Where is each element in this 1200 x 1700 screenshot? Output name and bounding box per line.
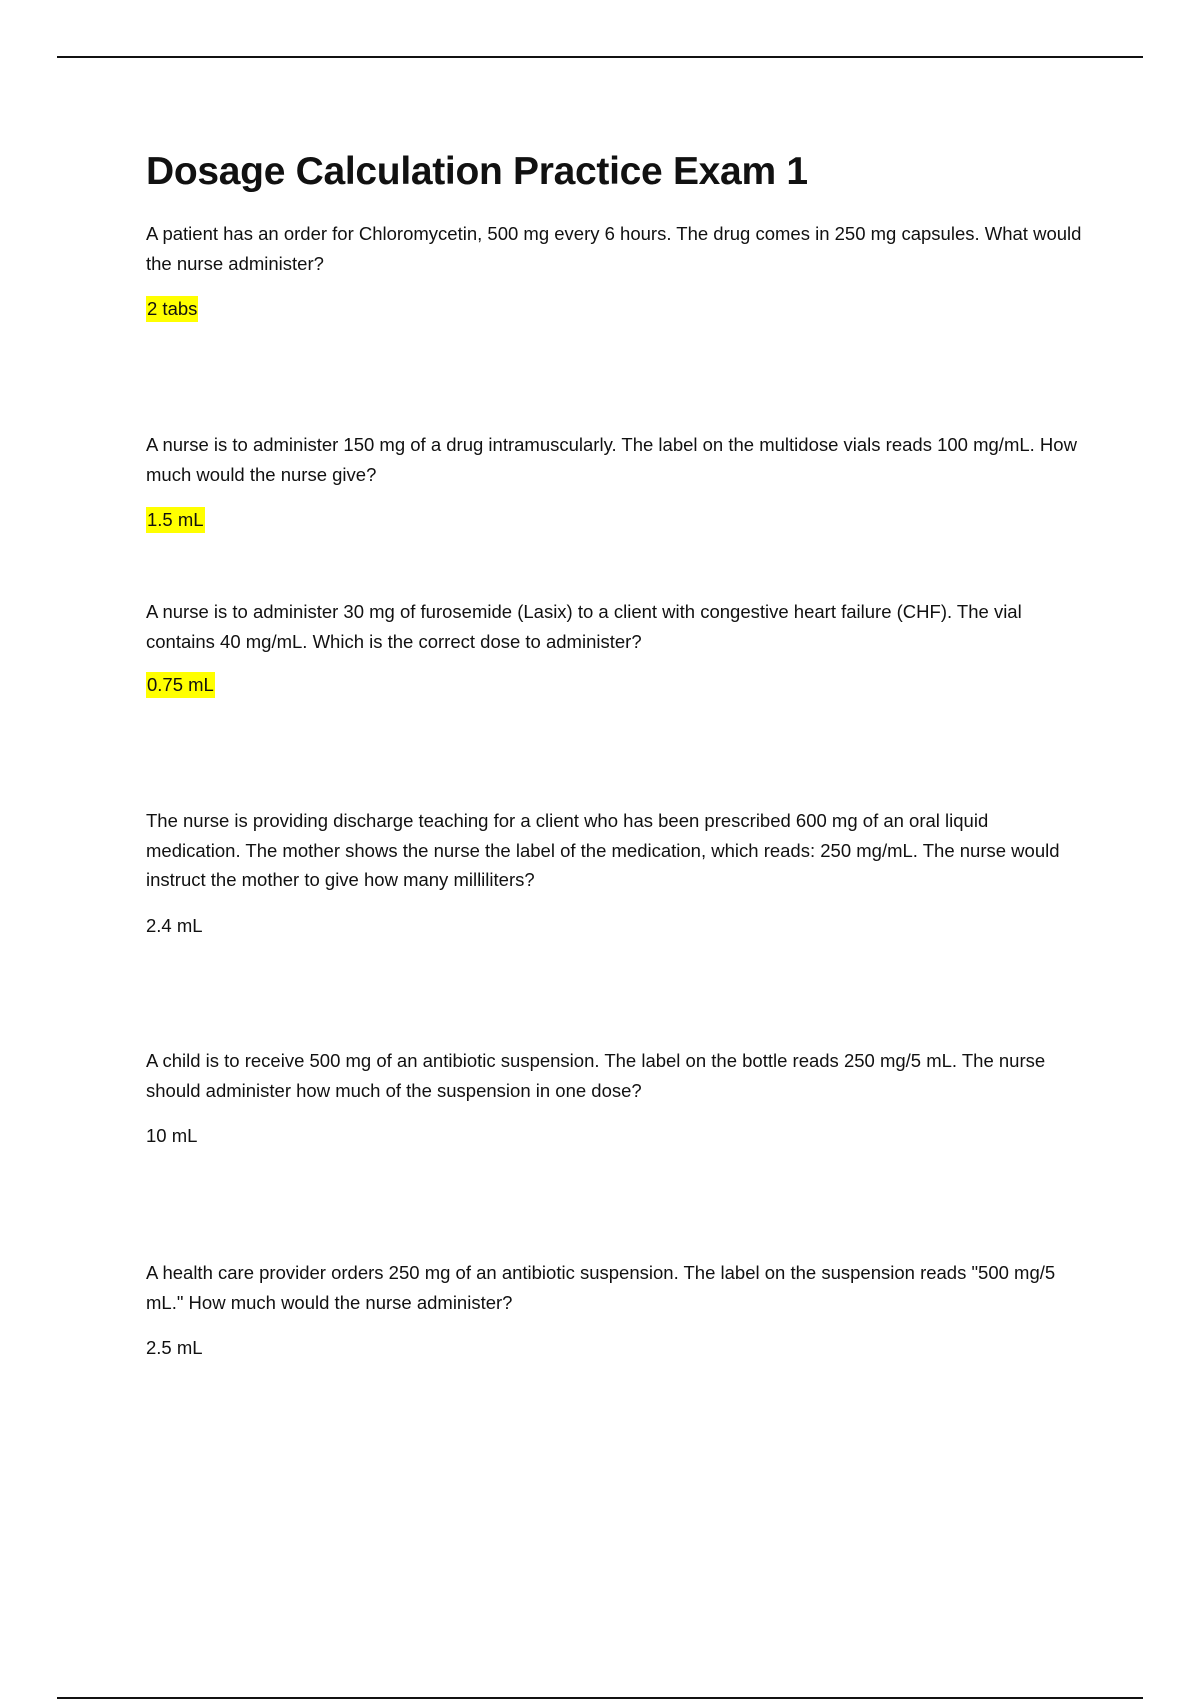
answer-5: 10 mL (146, 1125, 198, 1146)
question-3: A nurse is to administer 30 mg of furosemide (Lasix) to a client with congestive heart failure (CHF). The vial contains 40 mg/mL. Which is the correct dose to administer? (146, 601, 1022, 652)
question-4: The nurse is providing discharge teaching for a client who has been prescribed 600 mg of an oral liquid medication. The mother shows the nurse the label of the medication, which reads: 250 mg/mL. The nurse would instruct the mother to give how many milliliters? (146, 810, 1060, 890)
answer-6: 2.5 mL (146, 1337, 203, 1358)
answer-2: 1.5 mL (146, 507, 205, 533)
question-1: A patient has an order for Chloromycetin, 500 mg every 6 hours. The drug comes in 250 mg capsules. What would the nurse administer? (146, 223, 1082, 274)
question-6: A health care provider orders 250 mg of an antibiotic suspension. The label on the suspension reads "500 mg/5 mL." How much would the nurse administer? (146, 1262, 1056, 1313)
answer-1: 2 tabs (146, 296, 198, 322)
document-title: Dosage Calculation Practice Exam 1 (146, 150, 808, 193)
answer-3: 0.75 mL (146, 672, 215, 698)
answer-4: 2.4 mL (146, 915, 203, 936)
bottom-rule (57, 1697, 1143, 1699)
top-rule (57, 56, 1143, 58)
question-5: A child is to receive 500 mg of an antibiotic suspension. The label on the bottle reads 250 mg/5 mL. The nurse should administer how much of the suspension in one dose? (146, 1050, 1046, 1101)
question-2: A nurse is to administer 150 mg of a drug intramuscularly. The label on the multidose vials reads 100 mg/mL. How much would the nurse give? (146, 434, 1077, 485)
